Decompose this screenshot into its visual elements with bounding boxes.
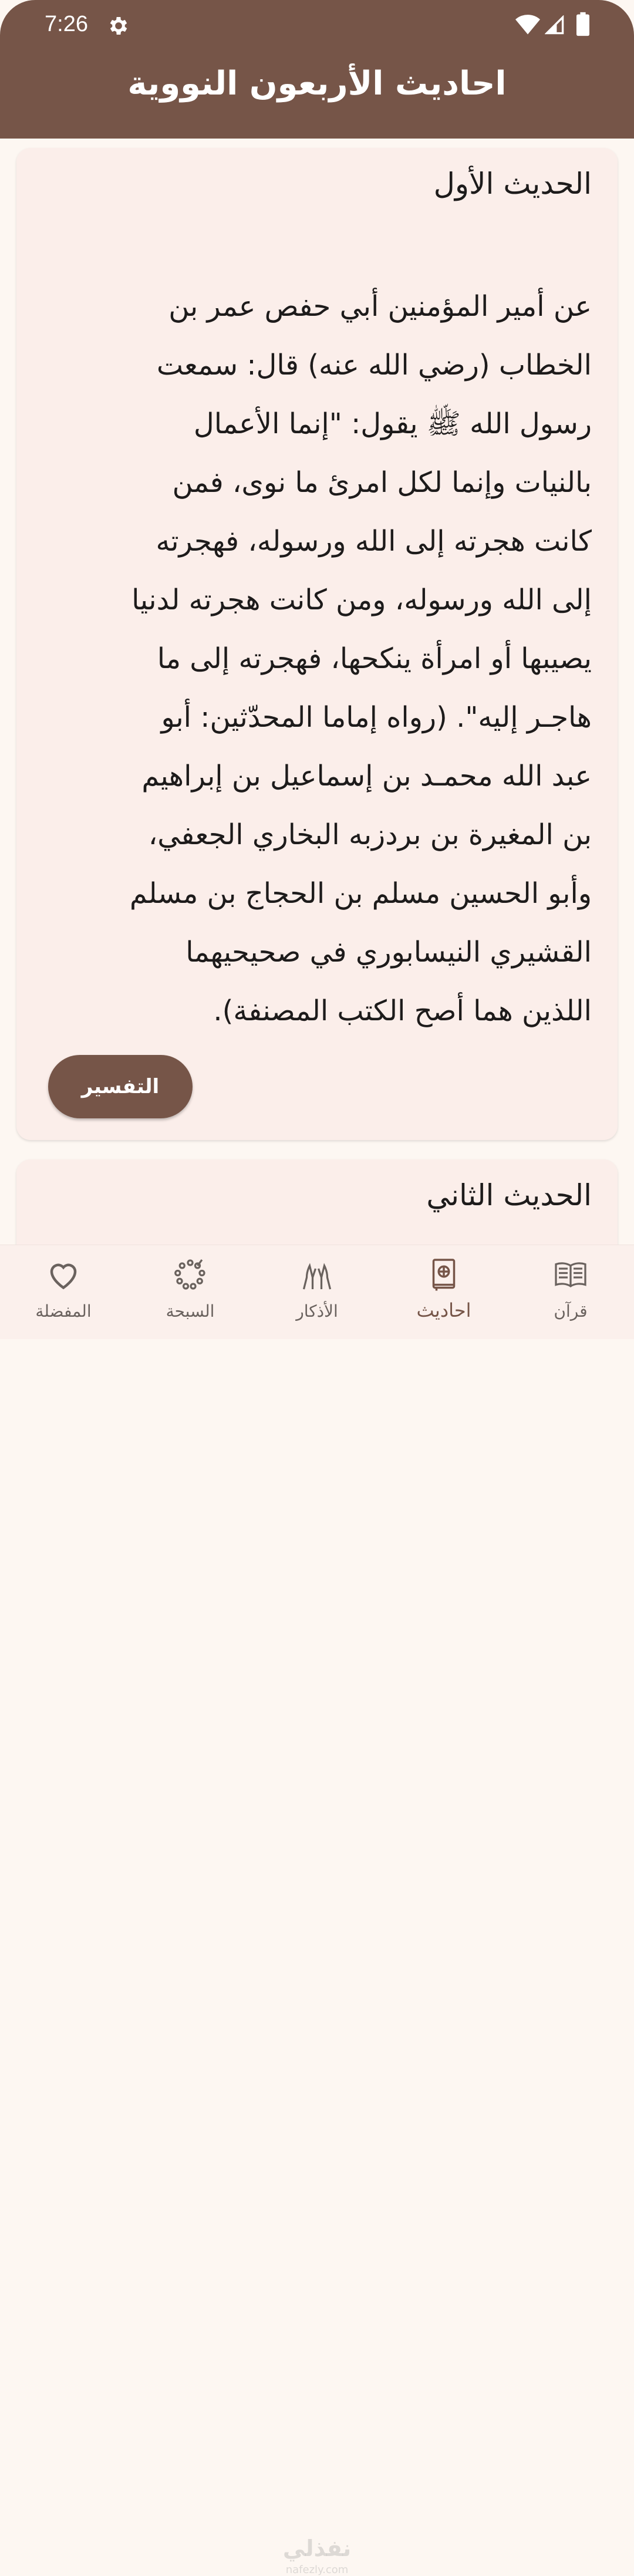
hadith-line: كانت هجرته إلى الله ورسوله، فهجرته (156, 525, 592, 558)
wifi-icon (515, 13, 540, 35)
hadith-line: عبد الله محمـد بن إسماعيل بن إبراهيم (141, 760, 592, 793)
nav-azkar[interactable] (254, 1245, 380, 1339)
praying-hands-icon (299, 1257, 335, 1292)
page-title: احاديث الأربعون النووية (127, 65, 507, 103)
hadith-book-icon (426, 1257, 461, 1292)
nav-label: السبحة (166, 1302, 215, 1321)
hadith-title: الحديث الثاني (426, 1178, 592, 1212)
prayer-beads-icon (173, 1257, 208, 1292)
hadith-line: إلى الله ورسوله، ومن كانت هجرته لدنيا (131, 584, 592, 616)
hadith-line: رسول الله ﷺ يقول: "إنما الأعمال (193, 407, 592, 440)
nav-hadith[interactable] (380, 1245, 507, 1339)
nav-label: المفضلة (35, 1302, 92, 1321)
app-bar (0, 0, 634, 139)
status-time: 7:26 (45, 12, 88, 36)
open-book-icon (553, 1257, 588, 1292)
nav-tasbih[interactable] (127, 1245, 254, 1339)
nav-label: قرآن (554, 1302, 588, 1321)
watermark: نفذلي (282, 2535, 352, 2561)
signal-icon (545, 15, 565, 35)
hadith-line: وأبو الحسين مسلم بن الحجاج بن مسلم (129, 877, 592, 910)
hadith-line: هاجـر إليه". (رواه إماما المحدّثين: أبو (161, 701, 592, 734)
nav-label: الأذكار (296, 1302, 338, 1321)
status-bar (0, 0, 634, 53)
nav-quran[interactable] (507, 1245, 634, 1339)
tafsir-button[interactable]: التفسير (48, 1055, 193, 1118)
nav-favorites[interactable] (0, 1245, 127, 1339)
hadith-line: عن أمير المؤمنين أبي حفص عمر بن (168, 290, 592, 323)
hadith-line: الخطاب (رضي الله عنه) قال: سمعت (156, 349, 592, 382)
hadith-line: يصيبها أو امرأة ينكحها، فهجرته إلى ما (157, 642, 592, 675)
gear-icon (107, 14, 130, 38)
watermark-url: nafezly.com (285, 2564, 349, 2576)
bottom-navigation (0, 1245, 634, 2576)
heart-icon (46, 1257, 81, 1292)
hadith-text (63, 277, 592, 1040)
hadith-title: الحديث الأول (433, 167, 592, 201)
hadith-line: بن المغيرة بن بردزبه البخاري الجعفي، (148, 818, 592, 851)
hadith-line: اللذين هما أصح الكتب المصنفة). (213, 994, 592, 1027)
hadith-card (16, 148, 618, 1140)
hadith-line: القشيري النيسابوري في صحيحيهما (186, 936, 592, 969)
nav-label: احاديث (416, 1299, 471, 1321)
battery-icon (576, 12, 589, 36)
hadith-line: بالنيات وإنما لكل امرئ ما نوى، فمن (172, 466, 592, 499)
